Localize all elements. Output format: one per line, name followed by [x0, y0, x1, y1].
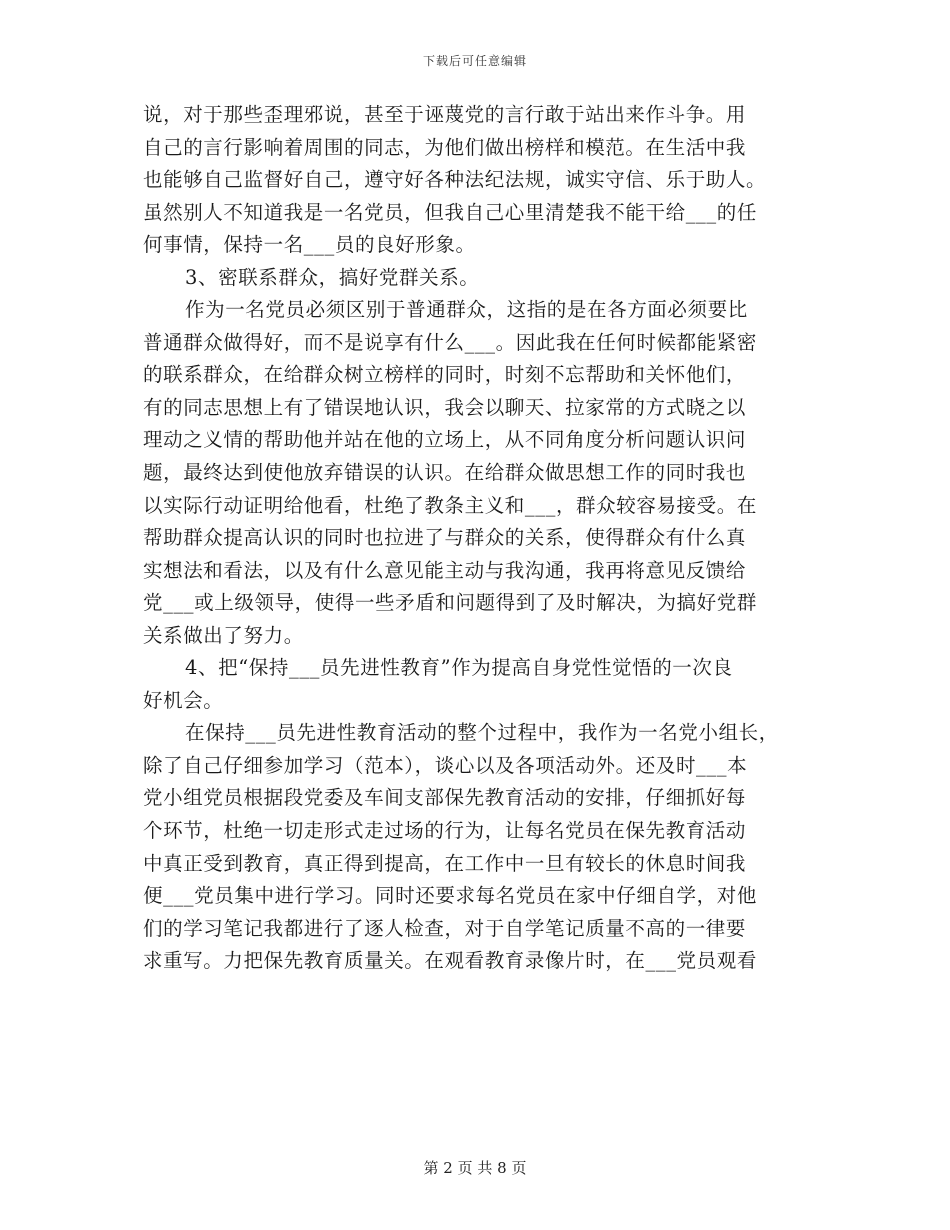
- text-line: 的联系群众，在给群众树立榜样的同时，时刻不忘帮助和关怀他们，: [143, 363, 747, 387]
- page-header: 下载后可任意编辑: [422, 54, 527, 68]
- text-line: 关系做出了努力。: [143, 623, 304, 647]
- text-line: 也能够自己监督好自己，遵守好各种法纪法规，诚实守信、乐于助人。: [143, 168, 767, 192]
- text-line: 党___或上级领导，使得一些矛盾和问题得到了及时解决，为搞好党群: [143, 591, 757, 615]
- paragraph-start: 作为一名党员必须区别于普通群众，这指的是在各方面必须要比: [185, 298, 748, 322]
- text-line: 普通群众做得好，而不是说享有什么___。因此我在任何时候都能紧密: [143, 330, 757, 354]
- section-heading: 3、密联系群众，搞好党群关系。: [185, 265, 480, 289]
- text-line: 有的同志思想上有了错误地认识，我会以聊天、拉家常的方式晓之以: [143, 395, 747, 419]
- section-heading: 4、把“保持___员先进性教育”作为提高自身党性觉悟的一次良: [185, 656, 733, 680]
- text-line: 便___党员集中进行学习。同时还要求每名党员在家中仔细自学，对他: [143, 884, 757, 908]
- text-line: 除了自己仔细参加学习（范本），谈心以及各项活动外。还及时___本: [143, 753, 748, 777]
- text-line: 好机会。: [143, 688, 224, 712]
- text-line: 们的学习笔记我都进行了逐人检查，对于自学笔记质量不高的一律要: [143, 916, 747, 940]
- paragraph-start: 在保持___员先进性教育活动的整个过程中，我作为一名党小组长，: [185, 721, 779, 745]
- text-line: 说，对于那些歪理邪说，甚至于诬蔑党的言行敢于站出来作斗争。用: [143, 103, 747, 126]
- text-line: 求重写。力把保先教育质量关。在观看教育录像片时，在___党员观看: [143, 949, 757, 973]
- text-line: 个环节，杜绝一切走形式走过场的行为，让每名党员在保先教育活动: [143, 819, 747, 843]
- text-line: 何事情，保持一名___员的良好形象。: [143, 233, 476, 257]
- text-line: 题，最终达到使他放弃错误的认识。在给群众做思想工作的同时我也: [143, 461, 747, 485]
- text-line: 虽然别人不知道我是一名党员，但我自己心里清楚我不能干给___的任: [143, 200, 757, 224]
- text-line: 中真正受到教育，真正得到提高，在工作中一旦有较长的休息时间我: [143, 851, 747, 875]
- text-line: 党小组党员根据段党委及车间支部保先教育活动的安排，仔细抓好每: [143, 786, 747, 810]
- text-line: 自己的言行影响着周围的同志，为他们做出榜样和模范。在生活中我: [143, 135, 747, 159]
- document-body: [143, 99, 813, 978]
- page-number: 第 2 页 共 8 页: [423, 1159, 527, 1177]
- text-line: 理动之义情的帮助他并站在他的立场上，从不同角度分析问题认识问: [143, 428, 747, 452]
- text-line: 以实际行动证明给他看，杜绝了教条主义和___，群众较容易接受。在: [143, 493, 757, 517]
- text-line: 帮助群众提高认识的同时也拉进了与群众的关系，使得群众有什么真: [143, 526, 747, 550]
- text-line: 实想法和看法，以及有什么意见能主动与我沟通，我再将意见反馈给: [143, 558, 747, 582]
